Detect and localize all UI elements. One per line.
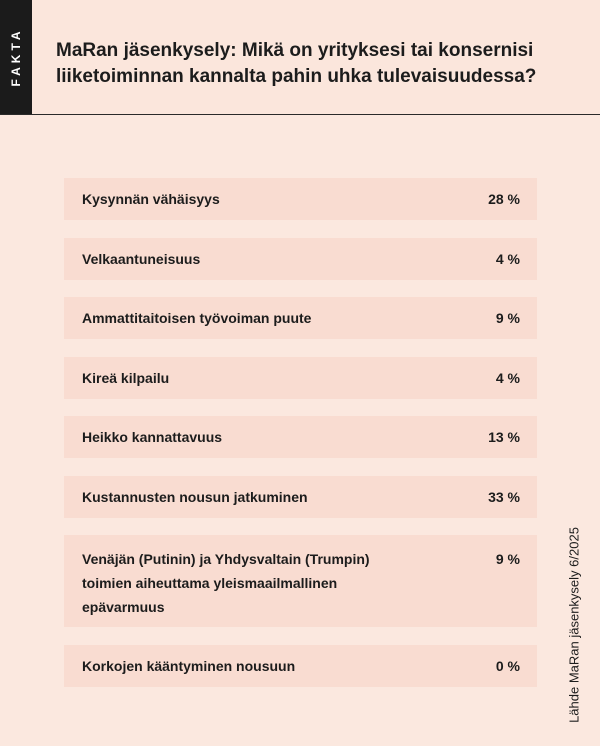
- result-row: [64, 238, 537, 280]
- source-note: Lähde MaRan jäsenkysely 6/2025: [566, 527, 582, 723]
- result-value: 9 %: [495, 310, 520, 326]
- result-label: Kustannusten nousun jatkuminen: [82, 489, 308, 505]
- fakta-tab-label: FAKTA: [9, 27, 23, 87]
- result-label: Kysynnän vähäisyys: [82, 191, 220, 207]
- fact-header: [0, 0, 600, 115]
- result-label: Kireä kilpailu: [82, 370, 170, 386]
- result-value: 13 %: [488, 429, 520, 445]
- result-label: Korkojen kääntyminen nousuun: [82, 658, 296, 674]
- result-row: [64, 297, 537, 339]
- result-label: Ammattitaitoisen työvoiman puute: [82, 310, 312, 326]
- result-label: Velkaantuneisuus: [82, 251, 201, 267]
- fact-title: MaRan jäsenkysely: Mikä on yrityksesi tai konsernisi liiketoiminnan kannalta pahin uhka tulevaisuudessa?: [56, 40, 537, 87]
- result-value: 33 %: [488, 489, 520, 505]
- result-label: Venäjän (Putinin) ja Yhdysvaltain (Trumpin) toimien aiheuttama yleismaailmallinen epävarmuus: [82, 551, 370, 615]
- result-label: Heikko kannattavuus: [82, 429, 223, 445]
- result-row: [64, 645, 537, 687]
- result-value: 4 %: [495, 251, 520, 267]
- result-value: 9 %: [495, 551, 520, 567]
- result-value: 4 %: [495, 370, 520, 386]
- fakta-tab: [0, 0, 32, 114]
- result-row: [64, 535, 537, 627]
- result-value: 28 %: [488, 191, 520, 207]
- result-row: [64, 476, 537, 518]
- result-value: 0 %: [495, 658, 520, 674]
- result-row: [64, 416, 537, 458]
- result-row: [64, 178, 537, 220]
- result-row: [64, 357, 537, 399]
